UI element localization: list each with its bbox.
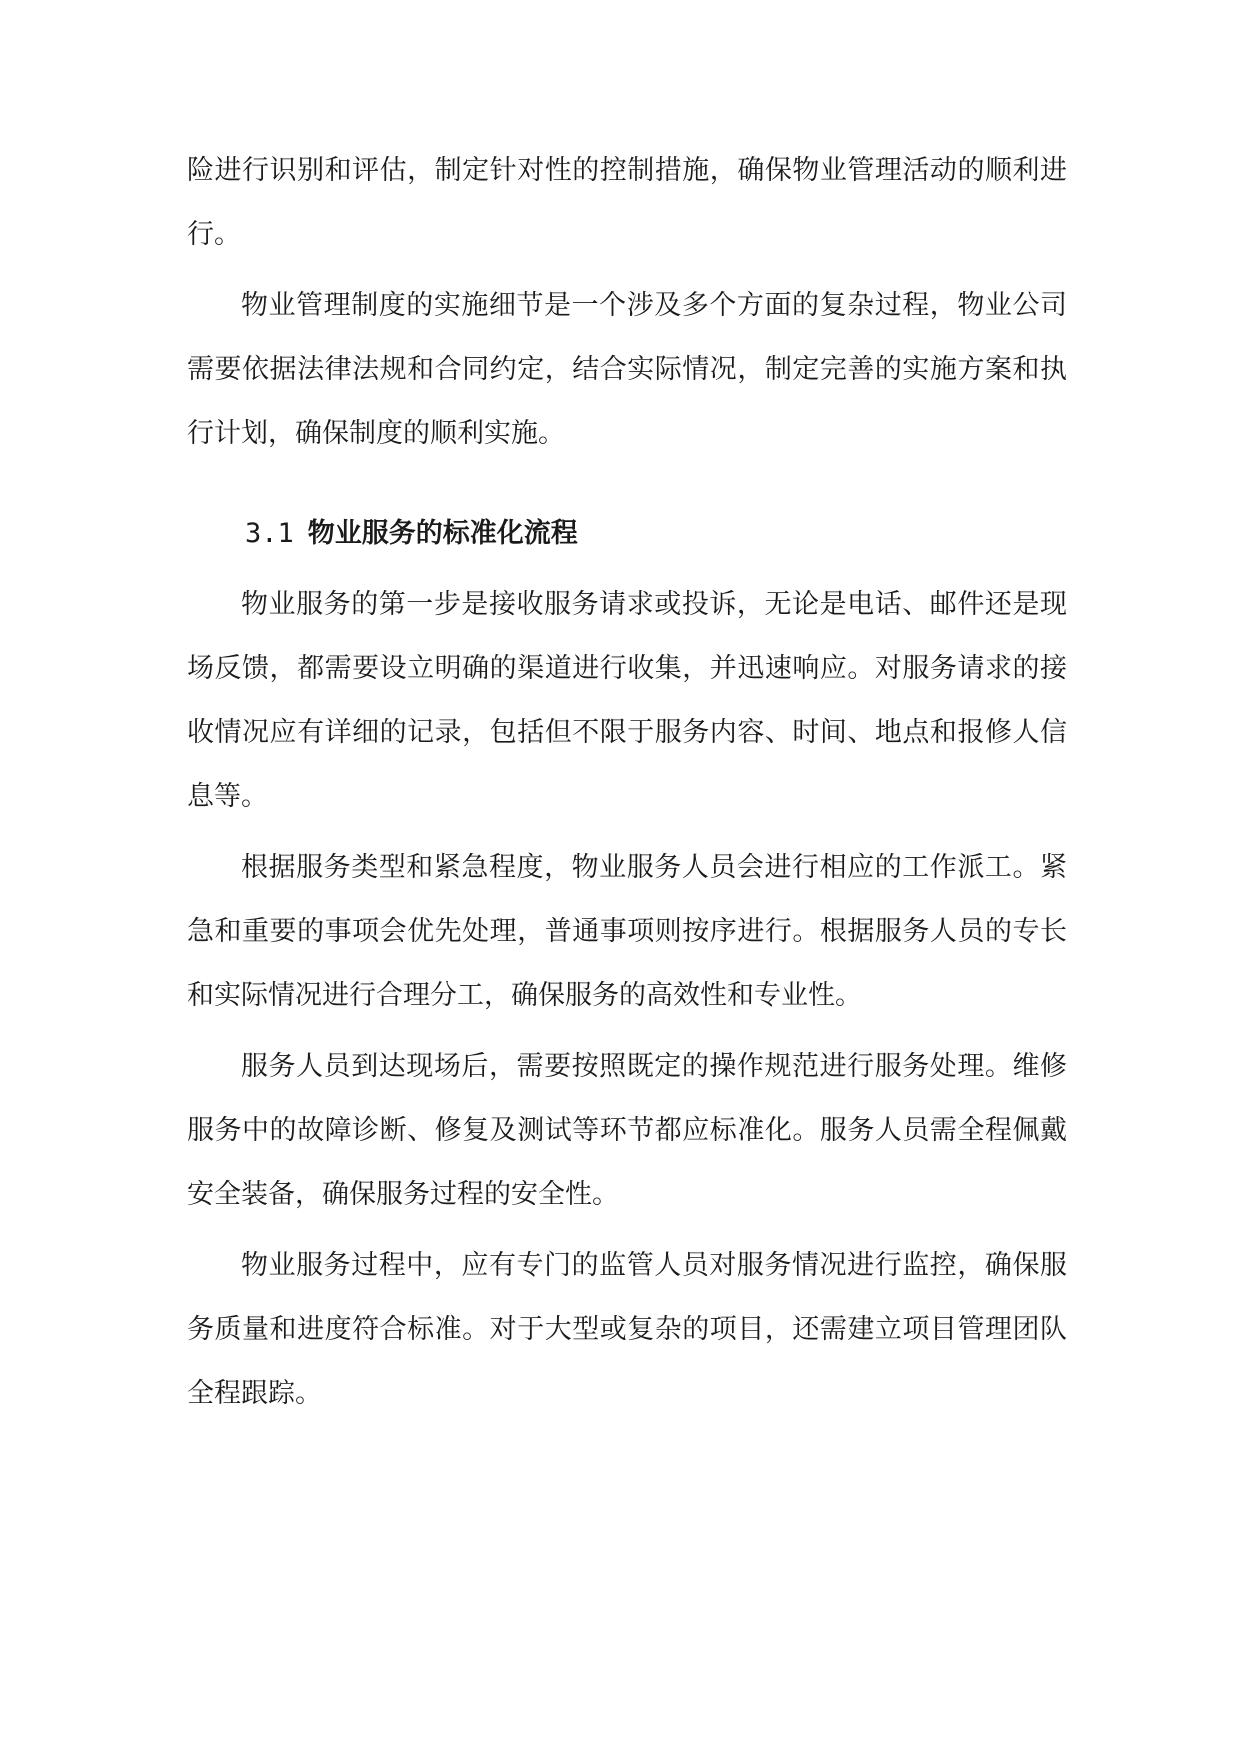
- section-gap: [187, 466, 1067, 502]
- document-body: [187, 139, 1067, 1426]
- paragraph-continued: 险进行识别和评估，制定针对性的控制措施，确保物业管理活动的顺利进行。: [187, 155, 1067, 250]
- paragraph-gap: [187, 566, 1067, 573]
- paragraph-gap: [187, 829, 1067, 836]
- paragraph: 物业服务过程中，应有专门的监管人员对服务情况进行监控，确保服务质量和进度符合标准。对于大型或复杂的项目，还需建立项目管理团队全程跟踪。: [187, 1250, 1067, 1409]
- paragraph-gap: [187, 1028, 1067, 1035]
- section-title: 物业服务的标准化流程: [307, 518, 578, 549]
- paragraph: 根据服务类型和紧急程度，物业服务人员会进行相应的工作派工。紧急和重要的事项会优先处理，普通事项则按序进行。根据服务人员的专长和实际情况进行合理分工，确保服务的高效性和专业性。: [187, 852, 1067, 1011]
- section-heading: [187, 502, 1067, 566]
- paragraph: 物业管理制度的实施细节是一个涉及多个方面的复杂过程，物业公司需要依据法律法规和合同约定，结合实际情况，制定完善的实施方案和执行计划，确保制度的顺利实施。: [187, 290, 1067, 449]
- paragraph: 服务人员到达现场后，需要按照既定的操作规范进行服务处理。维修服务中的故障诊断、修复及测试等环节都应标准化。服务人员需全程佩戴安全装备，确保服务过程的安全性。: [187, 1051, 1067, 1210]
- paragraph-gap: [187, 1227, 1067, 1234]
- paragraph-gap: [187, 267, 1067, 274]
- section-number: 3.1: [245, 518, 294, 549]
- paragraph: 物业服务的第一步是接收服务请求或投诉，无论是电话、邮件还是现场反馈，都需要设立明确的渠道进行收集，并迅速响应。对服务请求的接收情况应有详细的记录，包括但不限于服务内容、时间、地点和报修人信息等。: [187, 589, 1067, 812]
